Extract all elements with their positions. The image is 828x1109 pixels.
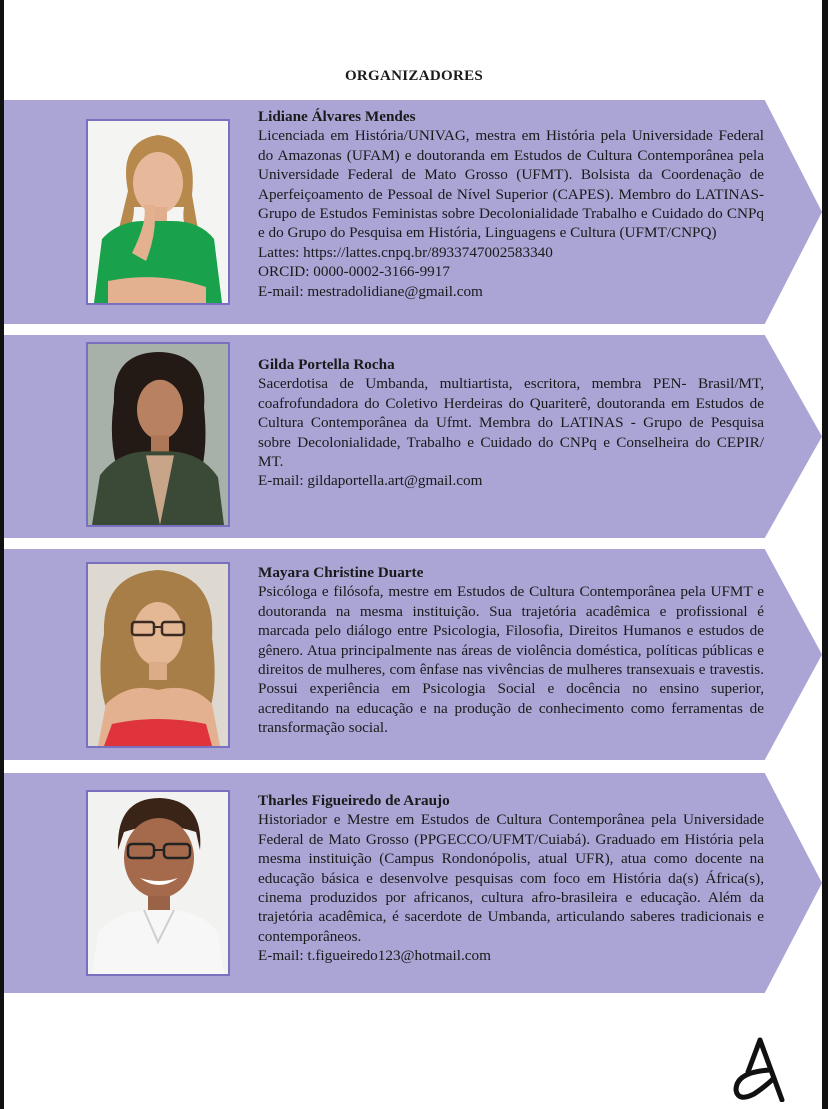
page-title: ORGANIZADORES	[344, 68, 484, 84]
left-edge	[0, 0, 4, 1109]
organizer-bio	[258, 107, 764, 301]
organizer-name: Mayara Christine Duarte	[258, 564, 424, 581]
organizer-photo	[86, 119, 230, 305]
organizer-email: E-mail: gildaportella.art@gmail.com	[258, 472, 483, 490]
organizer-name: Gilda Portella Rocha	[258, 356, 395, 373]
organizer-description: Psicóloga e filósofa, mestre em Estudos de Cultura Contemporânea pela UFMT e doutoranda na mesma instituição. Sua trajetória acadêmica e profissional é marcada pelo diálogo entre Psicologia, Filosofia, Direitos Humanos e estudos de gênero. Atua principalmente nas áreas de violência doméstica, políticas públicas e direitos de mulheres, com ênfase nas vivências de mulheres transexuais e travestis. Possui experiência em Psicologia Social e docência no ensino superior, acreditando na educação e na produção de conhecimento como ferramentas de transformação social.	[258, 583, 764, 737]
organizer-photo	[86, 790, 230, 976]
right-edge	[822, 0, 828, 1109]
organizer-name: Lidiane Álvares Mendes	[258, 108, 416, 125]
organizer-bio	[258, 563, 764, 738]
organizer-lattes: Lattes: https://lattes.cnpq.br/8933747002583340	[258, 243, 553, 261]
organizer-description: Sacerdotisa de Umbanda, multiartista, escritora, membra PEN- Brasil/MT, coafrofundadora do Coletivo Herdeiras do Quariterê, doutoranda em Estudos de Cultura Contemporânea da Ufmt. Membra do LATINAS - Grupo de Pesquisa sobre Decolonialidade, Trabalho e Cuidado do CNPq e Conselheira do CEPIR/ MT.	[258, 375, 764, 471]
organizer-email: E-mail: mestradolidiane@gmail.com	[258, 282, 483, 300]
organizer-description: Licenciada em História/UNIVAG, mestra em História pela Universidade Federal do Amazonas (UFAM) e doutoranda em Estudos de Cultura Contemporânea pela Universidade Federal de Mato Grosso (UFMT). Bolsista da Coordenação de Aperfeiçoamento de Pessoal de Nível Superior (CAPES). Membro do LATINAS- Grupo de Estudos Feministas sobre Decolonialidade Trabalho e Cuidado do CNPq e do Grupo do Pesquisa em História, Linguagens e Cultura (UFMT/CNPQ)	[258, 127, 764, 242]
organizer-bio	[258, 791, 764, 966]
organizer-orcid: ORCID: 0000-0002-3166-9917	[258, 263, 450, 281]
organizer-email: E-mail: t.figueiredo123@hotmail.com	[258, 947, 491, 965]
stylized-a-logo-icon	[730, 1036, 792, 1102]
organizer-photo	[86, 562, 230, 748]
organizer-name: Tharles Figueiredo de Araujo	[258, 792, 450, 809]
organizer-photo	[86, 342, 230, 527]
organizer-bio	[258, 355, 764, 491]
organizer-description: Historiador e Mestre em Estudos de Cultura Contemporânea pela Universidade Federal de Mato Grosso (PPGECCO/UFMT/Cuiabá). Graduado em História pela mesma instituição (Campus Rondonópolis, atual UFR), atua como docente na educação básica e desenvolve pesquisas com foco em História da(s) África(s), cinema produzidos por africanos, cultura afro-brasileira e educação. Além da trajetória acadêmica, é sacerdote de Umbanda, articulando saberes tradicionais e contemporâneos.	[258, 811, 764, 945]
